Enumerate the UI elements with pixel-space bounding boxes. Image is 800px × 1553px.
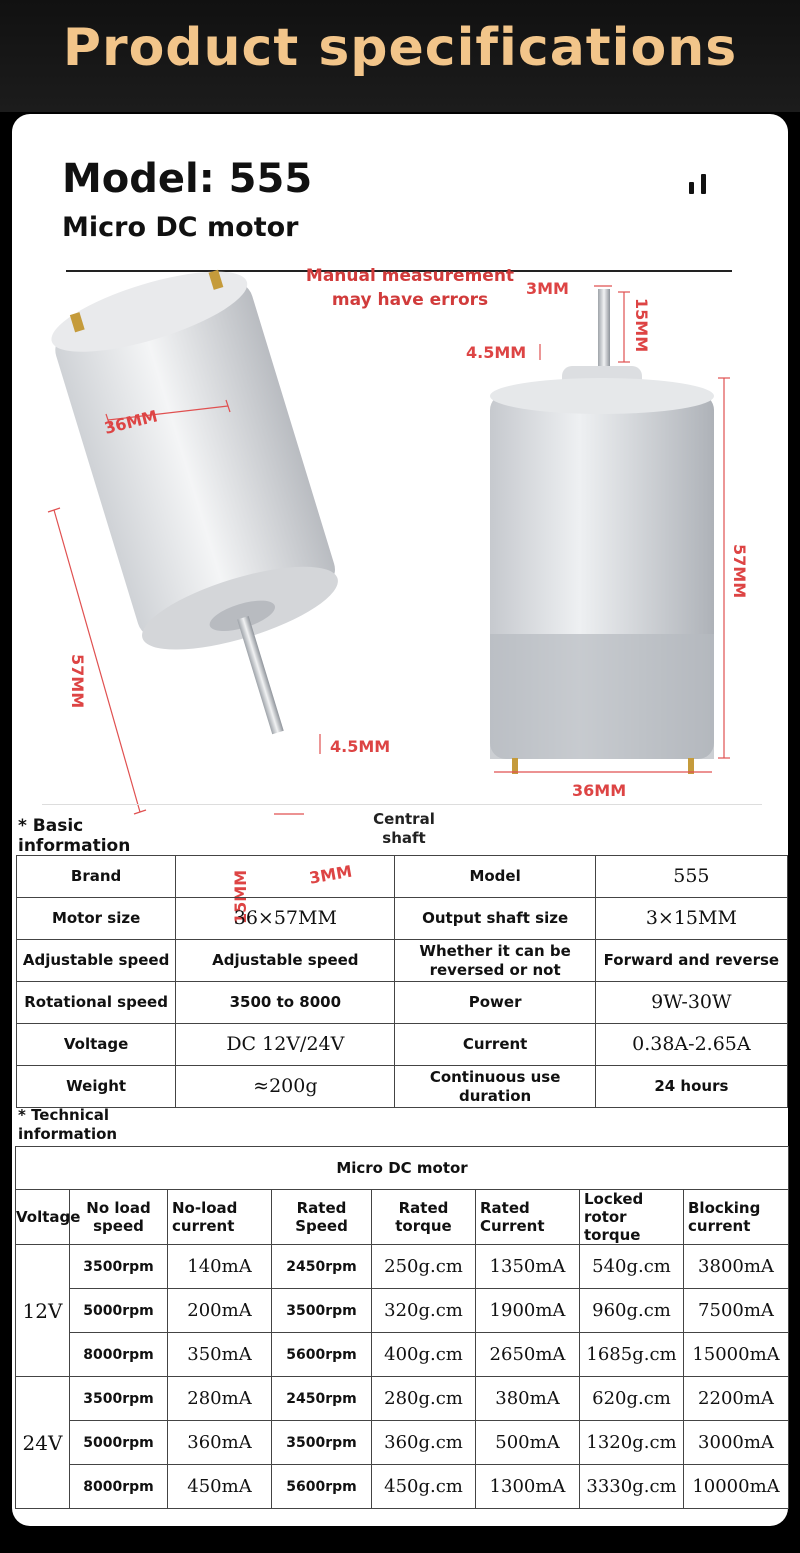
tech-cell: 15000mA [684, 1333, 789, 1377]
basic-value: ≈200g [176, 1066, 395, 1108]
tech-cell: 1685g.cm [580, 1333, 684, 1377]
tech-cell: 8000rpm [70, 1465, 168, 1509]
right-shaft-dia-label: 3MM [526, 279, 569, 298]
basic-key: Whether it can be reversed or not [395, 940, 595, 982]
basic-info-label: * Basic information [18, 816, 131, 856]
tech-cell: 5000rpm [70, 1421, 168, 1465]
tech-cell: 380mA [476, 1377, 580, 1421]
basic-value: DC 12V/24V [176, 1024, 395, 1066]
tech-column-header: Voltage [16, 1190, 70, 1245]
tech-cell: 1350mA [476, 1245, 580, 1289]
tech-info-table [15, 1146, 789, 1509]
tech-cell: 2450rpm [272, 1377, 372, 1421]
left-shaft-len-label: 15MM [231, 869, 250, 924]
basic-key: Motor size [17, 898, 176, 940]
left-boss-label: 4.5MM [330, 737, 391, 756]
basic-info-table [16, 855, 788, 1108]
tech-cell: 10000mA [684, 1465, 789, 1509]
tech-cell: 3500rpm [70, 1377, 168, 1421]
tech-column-header: Blocking current [684, 1190, 789, 1245]
tech-cell: 320g.cm [372, 1289, 476, 1333]
basic-value: 0.38A-2.65A [595, 1024, 787, 1066]
basic-row [17, 982, 788, 1024]
spec-card [12, 114, 788, 1526]
tech-cell: 3500rpm [70, 1245, 168, 1289]
signal-icon [687, 172, 711, 194]
tech-cell: 620g.cm [580, 1377, 684, 1421]
left-motor [44, 255, 377, 762]
tech-column-header: Rated torque [372, 1190, 476, 1245]
page-header [0, 0, 800, 112]
model-subtitle: Micro DC motor [62, 212, 299, 243]
tech-cell: 350mA [168, 1333, 272, 1377]
page-title: Product specifications [62, 18, 738, 78]
basic-key: Model [395, 856, 595, 898]
left-diameter-label: 36MM [102, 406, 160, 438]
basic-key: Current [395, 1024, 595, 1066]
tech-cell: 450g.cm [372, 1465, 476, 1509]
right-length-label: 57MM [730, 544, 749, 599]
photo-divider [42, 804, 762, 805]
tech-cell: 360mA [168, 1421, 272, 1465]
tech-cell: 3000mA [684, 1421, 789, 1465]
right-diameter-label: 36MM [572, 781, 627, 800]
tech-cell: 360g.cm [372, 1421, 476, 1465]
basic-value: 3×15MM [595, 898, 787, 940]
tech-cell: 400g.cm [372, 1333, 476, 1377]
basic-row [17, 1066, 788, 1108]
basic-key: Continuous use duration [395, 1066, 595, 1108]
tech-cell: 3500rpm [272, 1289, 372, 1333]
basic-value: 555 [595, 856, 787, 898]
tech-cell: 5600rpm [272, 1333, 372, 1377]
basic-key: Adjustable speed [17, 940, 176, 982]
tech-cell: 450mA [168, 1465, 272, 1509]
tech-cell: 2650mA [476, 1333, 580, 1377]
tech-cell: 7500mA [684, 1289, 789, 1333]
tech-row [16, 1421, 789, 1465]
model-title: Model: 555 [62, 156, 313, 202]
tech-cell: 1900mA [476, 1289, 580, 1333]
tech-cell: 5600rpm [272, 1465, 372, 1509]
tech-cell: 140mA [168, 1245, 272, 1289]
tech-cell: 500mA [476, 1421, 580, 1465]
tech-row [16, 1465, 789, 1509]
basic-key: Output shaft size [395, 898, 595, 940]
tech-cell: 3800mA [684, 1245, 789, 1289]
tech-cell: 2450rpm [272, 1245, 372, 1289]
tech-row [16, 1377, 789, 1421]
voltage-cell: 24V [16, 1377, 70, 1509]
tech-column-header: No load speed [70, 1190, 168, 1245]
central-shaft-label: Central shaft [373, 810, 435, 847]
basic-value: Adjustable speed [176, 940, 395, 982]
tech-cell: 1300mA [476, 1465, 580, 1509]
tech-column-header: No-load current [168, 1190, 272, 1245]
left-length-label: 57MM [68, 654, 87, 709]
left-shaft-dia-label: 3MM [307, 861, 354, 888]
tech-cell: 3500rpm [272, 1421, 372, 1465]
basic-row [17, 898, 788, 940]
tech-cell: 1320g.cm [580, 1421, 684, 1465]
tech-column-header: Rated Current [476, 1190, 580, 1245]
basic-key: Voltage [17, 1024, 176, 1066]
basic-value: 36×57MM [176, 898, 395, 940]
tech-row [16, 1333, 789, 1377]
basic-value: 9W-30W [595, 982, 787, 1024]
basic-value [176, 856, 395, 898]
basic-row [17, 856, 788, 898]
basic-value: 24 hours [595, 1066, 787, 1108]
basic-key: Brand [17, 856, 176, 898]
basic-value: 3500 to 8000 [176, 982, 395, 1024]
voltage-cell: 12V [16, 1245, 70, 1377]
tech-cell: 280mA [168, 1377, 272, 1421]
right-boss-label: 4.5MM [466, 343, 527, 362]
basic-value: Forward and reverse [595, 940, 787, 982]
tech-cell: 5000rpm [70, 1289, 168, 1333]
tech-cell: 960g.cm [580, 1289, 684, 1333]
tech-cell: 8000rpm [70, 1333, 168, 1377]
tech-cell: 250g.cm [372, 1245, 476, 1289]
tech-row [16, 1289, 789, 1333]
basic-row [17, 1024, 788, 1066]
basic-row [17, 940, 788, 982]
tech-info-label: * Technical information [18, 1106, 118, 1143]
basic-key: Power [395, 982, 595, 1024]
tech-table-title: Micro DC motor [16, 1147, 789, 1190]
tech-cell: 3330g.cm [580, 1465, 684, 1509]
tech-cell: 280g.cm [372, 1377, 476, 1421]
tech-column-header: Rated Speed [272, 1190, 372, 1245]
measurement-note: Manual measurement may have errors [305, 266, 515, 310]
tech-row [16, 1245, 789, 1289]
basic-key: Weight [17, 1066, 176, 1108]
tech-column-header: Locked rotor torque [580, 1190, 684, 1245]
right-shaft-len-label: 15MM [632, 298, 651, 353]
tech-cell: 540g.cm [580, 1245, 684, 1289]
tech-cell: 2200mA [684, 1377, 789, 1421]
basic-key: Rotational speed [17, 982, 176, 1024]
tech-cell: 200mA [168, 1289, 272, 1333]
